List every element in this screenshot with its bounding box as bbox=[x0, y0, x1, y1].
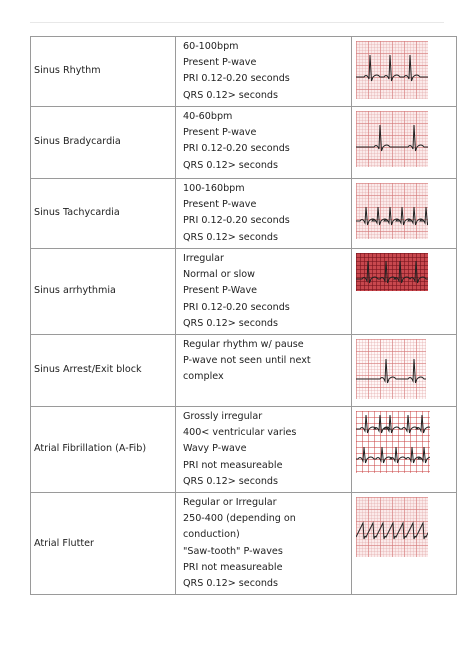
table-row bbox=[31, 407, 457, 493]
criteria-line: complex bbox=[183, 371, 224, 383]
criteria-line: P-wave not seen until next bbox=[183, 355, 311, 367]
criteria-line: Regular rhythm w/ pause bbox=[183, 339, 304, 351]
criteria-line: Normal or slow bbox=[183, 269, 256, 281]
ecg-trace bbox=[356, 111, 428, 167]
ecg-cell bbox=[352, 335, 457, 407]
ecg-strip-bradycardia bbox=[356, 111, 428, 167]
table-row bbox=[31, 335, 457, 407]
criteria-line: 100-160bpm bbox=[183, 183, 245, 194]
ecg-trace bbox=[356, 41, 428, 99]
criteria-line: Present P-wave bbox=[183, 127, 257, 139]
page-top-rule bbox=[30, 22, 444, 23]
rhythm-criteria bbox=[176, 249, 352, 335]
rhythm-name: Sinus arrhythmia bbox=[31, 249, 176, 335]
rhythm-name: Atrial Flutter bbox=[31, 493, 176, 595]
ecg-waveform bbox=[356, 359, 426, 383]
rhythm-name: Sinus Tachycardia bbox=[31, 179, 176, 249]
criteria-line: conduction) bbox=[183, 529, 240, 541]
ecg-cell bbox=[352, 107, 457, 179]
criteria-line: 250-400 (depending on bbox=[183, 513, 296, 525]
criteria-line: "Saw-tooth" P-waves bbox=[183, 545, 283, 557]
ecg-waveform bbox=[356, 207, 428, 225]
rhythm-criteria bbox=[176, 335, 352, 407]
criteria-line: Present P-Wave bbox=[183, 285, 258, 297]
ecg-trace bbox=[356, 183, 428, 239]
criteria-line: PRI not measureable bbox=[183, 561, 283, 573]
criteria-line: QRS 0.12> seconds bbox=[183, 159, 279, 171]
rhythm-criteria bbox=[176, 179, 352, 249]
ecg-waveform bbox=[356, 55, 428, 81]
criteria-line: PRI 0.12-0.20 seconds bbox=[183, 143, 290, 155]
criteria-line: QRS 0.12> seconds bbox=[183, 89, 279, 101]
ecg-waveform bbox=[356, 447, 430, 463]
criteria-line: QRS 0.12> seconds bbox=[183, 578, 279, 590]
rhythm-criteria bbox=[176, 107, 352, 179]
rhythm-criteria bbox=[176, 493, 352, 595]
ecg-waveform bbox=[356, 415, 430, 433]
ecg-trace bbox=[356, 253, 428, 291]
criteria-line: PRI 0.12-0.20 seconds bbox=[183, 301, 290, 313]
ecg-strip-arrest bbox=[356, 339, 426, 399]
ecg-trace bbox=[356, 497, 428, 557]
criteria-line: QRS 0.12> seconds bbox=[183, 231, 279, 243]
criteria-line: 60-100bpm bbox=[183, 41, 239, 52]
criteria-line: Grossly irregular bbox=[183, 411, 263, 423]
ecg-trace bbox=[356, 339, 426, 399]
ecg-cell bbox=[352, 37, 457, 107]
rhythm-criteria bbox=[176, 407, 352, 493]
ecg-cell bbox=[352, 493, 457, 595]
ecg-waveform bbox=[356, 261, 428, 283]
criteria-line: Regular or Irregular bbox=[183, 497, 277, 509]
table-row bbox=[31, 107, 457, 179]
criteria-line: Wavy P-wave bbox=[183, 443, 247, 455]
criteria-line: Present P-wave bbox=[183, 57, 257, 69]
table-row bbox=[31, 179, 457, 249]
criteria-line: Present P-wave bbox=[183, 199, 257, 211]
ecg-strip-arrhythmia bbox=[356, 253, 428, 291]
rhythm-table bbox=[30, 36, 457, 595]
ecg-trace bbox=[356, 411, 430, 473]
criteria-line: QRS 0.12> seconds bbox=[183, 317, 279, 329]
criteria-line: 400< ventricular varies bbox=[183, 427, 297, 439]
rhythm-criteria bbox=[176, 37, 352, 107]
ecg-cell bbox=[352, 249, 457, 335]
ecg-waveform bbox=[356, 523, 428, 539]
ecg-cell bbox=[352, 407, 457, 493]
ecg-strip-flutter bbox=[356, 497, 428, 557]
ecg-strip-tachycardia bbox=[356, 183, 428, 239]
ecg-strip-sinus bbox=[356, 41, 428, 99]
rhythm-name: Sinus Bradycardia bbox=[31, 107, 176, 179]
criteria-line: Irregular bbox=[183, 253, 224, 264]
ecg-waveform bbox=[356, 125, 428, 151]
table-row bbox=[31, 249, 457, 335]
ecg-cell bbox=[352, 179, 457, 249]
ecg-strip-afib bbox=[356, 411, 430, 473]
criteria-line: QRS 0.12> seconds bbox=[183, 475, 279, 487]
criteria-line: PRI not measureable bbox=[183, 459, 283, 471]
criteria-line: PRI 0.12-0.20 seconds bbox=[183, 73, 290, 85]
rhythm-name: Atrial Fibrillation (A-Fib) bbox=[31, 407, 176, 493]
table-row bbox=[31, 493, 457, 595]
rhythm-name: Sinus Arrest/Exit block bbox=[31, 335, 176, 407]
criteria-line: 40-60bpm bbox=[183, 111, 233, 122]
criteria-line: PRI 0.12-0.20 seconds bbox=[183, 215, 290, 227]
rhythm-name: Sinus Rhythm bbox=[31, 37, 176, 107]
table-row bbox=[31, 37, 457, 107]
